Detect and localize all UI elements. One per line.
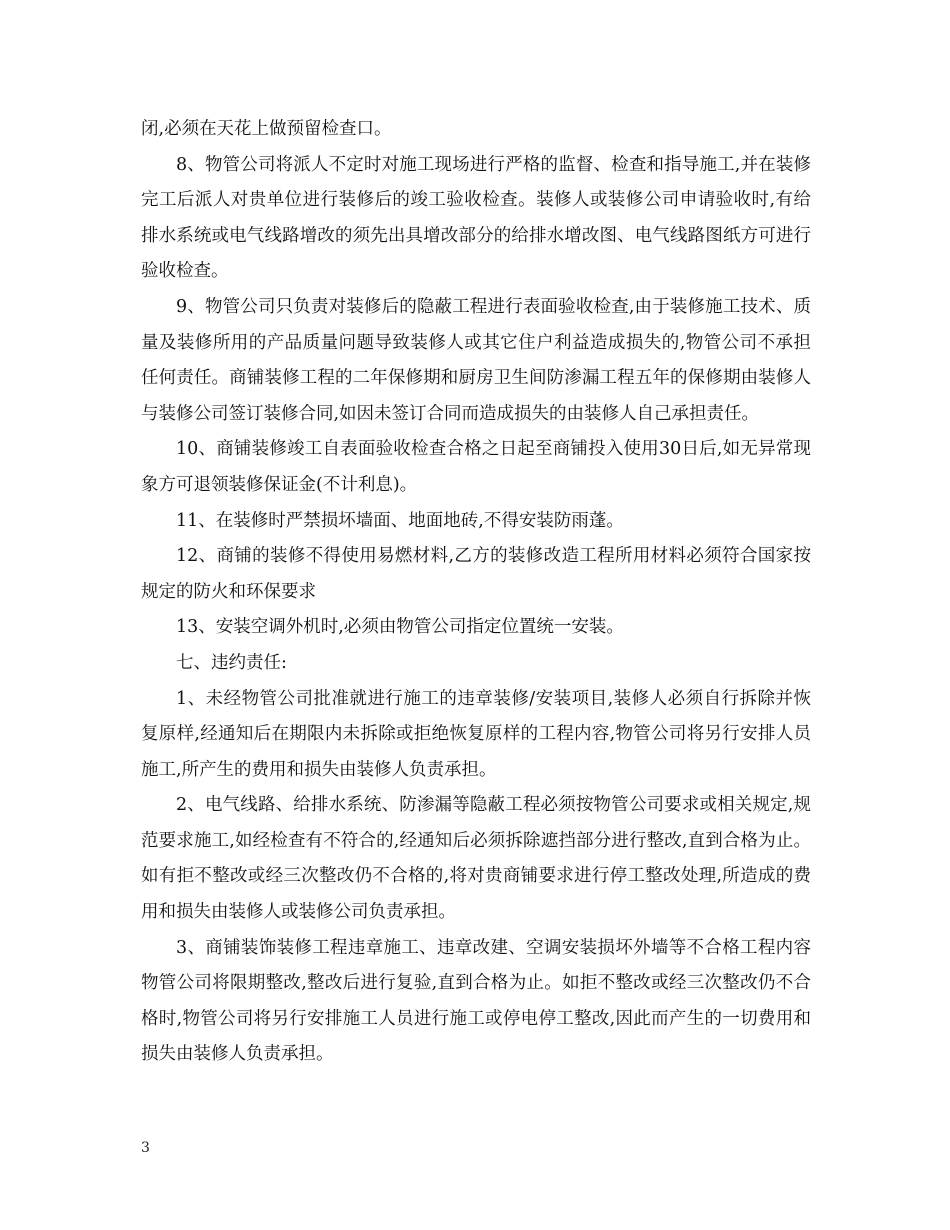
paragraph-item-13: 13、安装空调外机时,必须由物管公司指定位置统一安装。	[176, 617, 624, 638]
paragraph-continuation: 闭,必须在天花上做预留检查口。	[141, 119, 392, 139]
paragraph-item-12: 12、商铺的装修不得使用易燃材料,乙方的装修改造工程所用材料必须符合国家按规定的防火和环保要求	[141, 546, 811, 602]
document-body	[141, 112, 811, 1073]
paragraph-breach-3: 3、商铺装饰装修工程违章施工、违章改建、空调安装损坏外墙等不合格工程内容物管公司将限期整改,整改后进行复验,直到合格为止。如拒不整改或经三次整改仍不合格时,物管公司将另行安排施工人员进行施工或停电停工整改,因此而产生的一切费用和损失由装修人负责承担。	[141, 937, 811, 1065]
paragraph-item-8: 8、物管公司将派人不定时对施工现场进行严格的监督、检查和指导施工,并在装修完工后派人对贵单位进行装修后的竣工验收检查。装修人或装修公司申请验收时,有给排水系统或电气线路增改的须先出具增改部分的给排水增改图、电气线路图纸方可进行验收检查。	[141, 154, 811, 282]
paragraph-breach-2: 2、电气线路、给排水系统、防渗漏等隐蔽工程必须按物管公司要求或相关规定,规范要求施工,如经检查有不符合的,经通知后必须拆除遮挡部分进行整改,直到合格为止。如有拒不整改或经三次整改仍不合格的,将对贵商铺要求进行停工整改处理,所造成的费用和损失由装修人或装修公司负责承担。	[141, 795, 811, 923]
page-number: 3	[141, 1140, 150, 1156]
paragraph-item-11: 11、在装修时严禁损坏墙面、地面地砖,不得安装防雨蓬。	[176, 510, 624, 531]
paragraph-breach-1: 1、未经物管公司批准就进行施工的违章装修/安装项目,装修人必须自行拆除并恢复原样,经通知后在期限内未拆除或拒绝恢复原样的工程内容,物管公司将另行安排人员施工,所产生的费用和损失由装修人负责承担。	[141, 688, 811, 780]
section-heading-breach-liability: 七、违约责任:	[176, 652, 287, 673]
paragraph-item-10: 10、商铺装修竣工自表面验收检查合格之日起至商铺投入使用30日后,如无异常现象方可退领装修保证金(不计利息)。	[141, 439, 811, 495]
paragraph-item-9: 9、物管公司只负责对装修后的隐蔽工程进行表面验收检查,由于装修施工技术、质量及装修所用的产品质量问题导致装修人或其它住户利益造成损失的,物管公司不承担任何责任。商铺装修工程的二年保修期和厨房卫生间防渗漏工程五年的保修期由装修人与装修公司签订装修合同,如因未签订合同而造成损失的由装修人自己承担责任。	[141, 296, 811, 424]
